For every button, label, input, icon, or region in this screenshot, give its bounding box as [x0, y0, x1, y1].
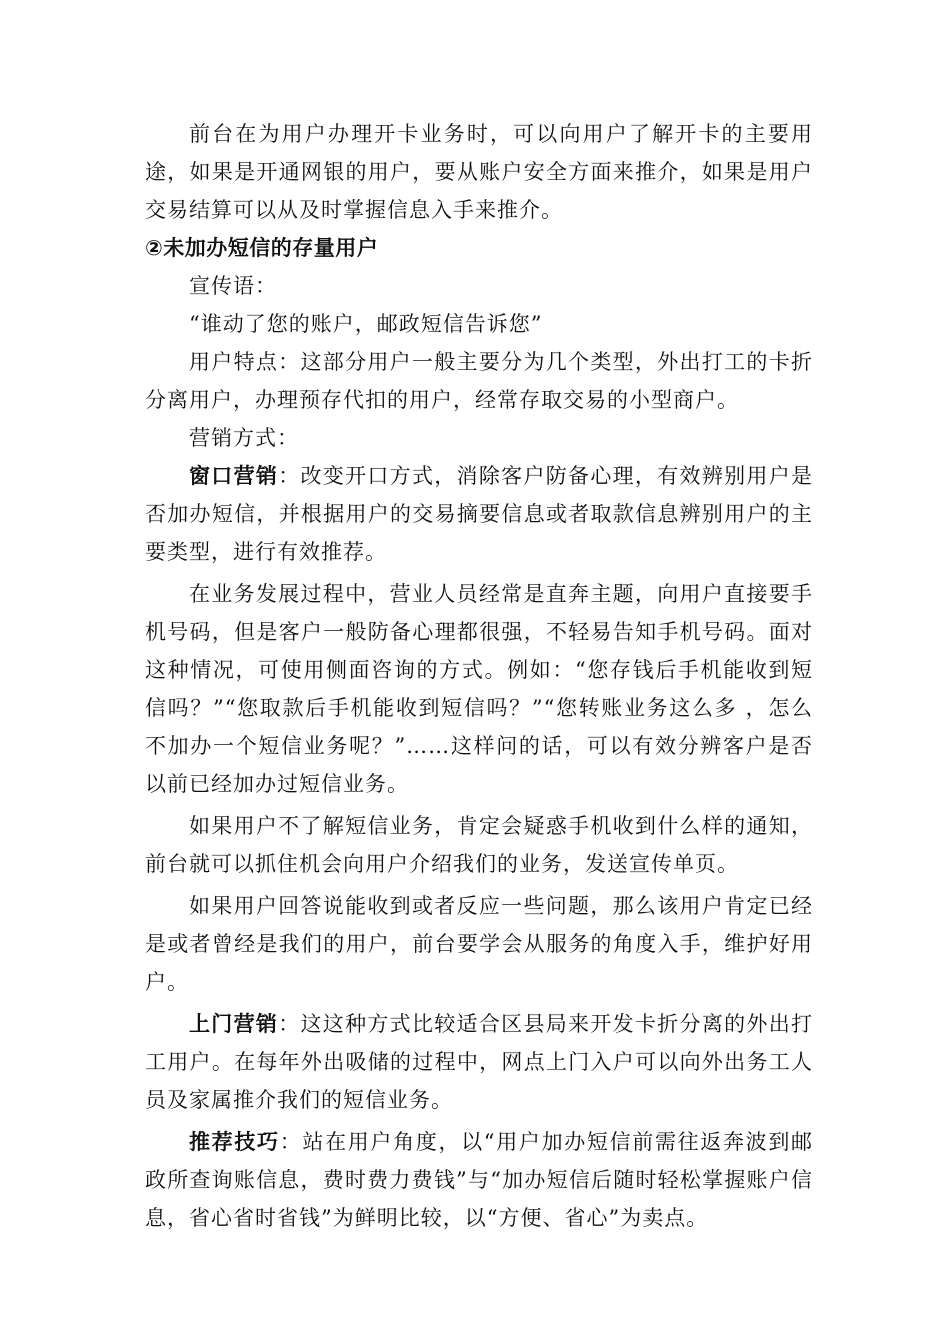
- unknown-user-paragraph: 如果用户不了解短信业务，肯定会疑惑手机收到什么样的通知，前台就可以抓住机会向用户介绍我们的业务，发送宣传单页。: [145, 814, 813, 876]
- window-marketing-label: 窗口营销: [189, 464, 279, 488]
- window-marketing-text: ：改变开口方式，消除客户防备心理，有效辨别用户是否加办短信，并根据用户的交易摘要信息或者取款信息辨别用户的主要类型，进行有效推荐。: [145, 464, 814, 564]
- document-body: [145, 115, 813, 1237]
- tips-label: 推荐技巧: [189, 1130, 280, 1154]
- slogan-label: 宣传语：: [189, 274, 277, 298]
- business-process-paragraph: 在业务发展过程中，营业人员经常是直奔主题，向用户直接要手机号码，但是客户一般防备心理都很强，不轻易告知手机号码。面对这种情况，可使用侧面咨询的方式。例如：“您存钱后手机能收到短信吗？”“您取款后手机能收到短信吗？”“您转账业务这么多 ，怎么不加办一个短信业务呢？”……这样问的话，可以有效分辨客户是否以前已经加办过短信业务。: [145, 582, 813, 796]
- intro-paragraph: 前台在为用户办理开卡业务时，可以向用户了解开卡的主要用途，如果是开通网银的用户，要从账户安全方面来推介，如果是用户交易结算可以从及时掌握信息入手来推介。: [145, 122, 813, 222]
- marketing-method-label: 营销方式：: [189, 426, 299, 450]
- answer-user-paragraph: 如果用户回答说能收到或者反应一些问题，那么该用户肯定已经是或者曾经是我们的用户，前台要学会从服务的角度入手，维护好用户。: [145, 894, 813, 994]
- slogan-text: “谁动了您的账户，邮政短信告诉您”: [189, 312, 543, 336]
- door-marketing-paragraph: [145, 1005, 813, 1119]
- window-marketing-paragraph: [145, 457, 813, 571]
- section-heading: ②未加办短信的存量用户: [145, 236, 379, 260]
- door-marketing-text: ：这这种方式比较适合区县局来开发卡折分离的外出打工用户。在每年外出吸储的过程中，网点上门入户可以向外出务工人员及家属推介我们的短信业务。: [145, 1012, 814, 1112]
- tips-text: ：站在用户角度，以“用户加办短信前需往返奔波到邮政所查询账信息，费时费力费钱”与“加办短信后随时轻松掌握账户信息，省心省时省钱”为鲜明比较，以“方便、省心”为卖点。: [145, 1130, 814, 1230]
- user-features-paragraph: 用户特点：这部分用户一般主要分为几个类型，外出打工的卡折分离用户，办理预存代扣的用户，经常存取交易的小型商户。: [145, 350, 813, 412]
- door-marketing-label: 上门营销: [189, 1012, 279, 1036]
- tips-paragraph: [145, 1123, 813, 1237]
